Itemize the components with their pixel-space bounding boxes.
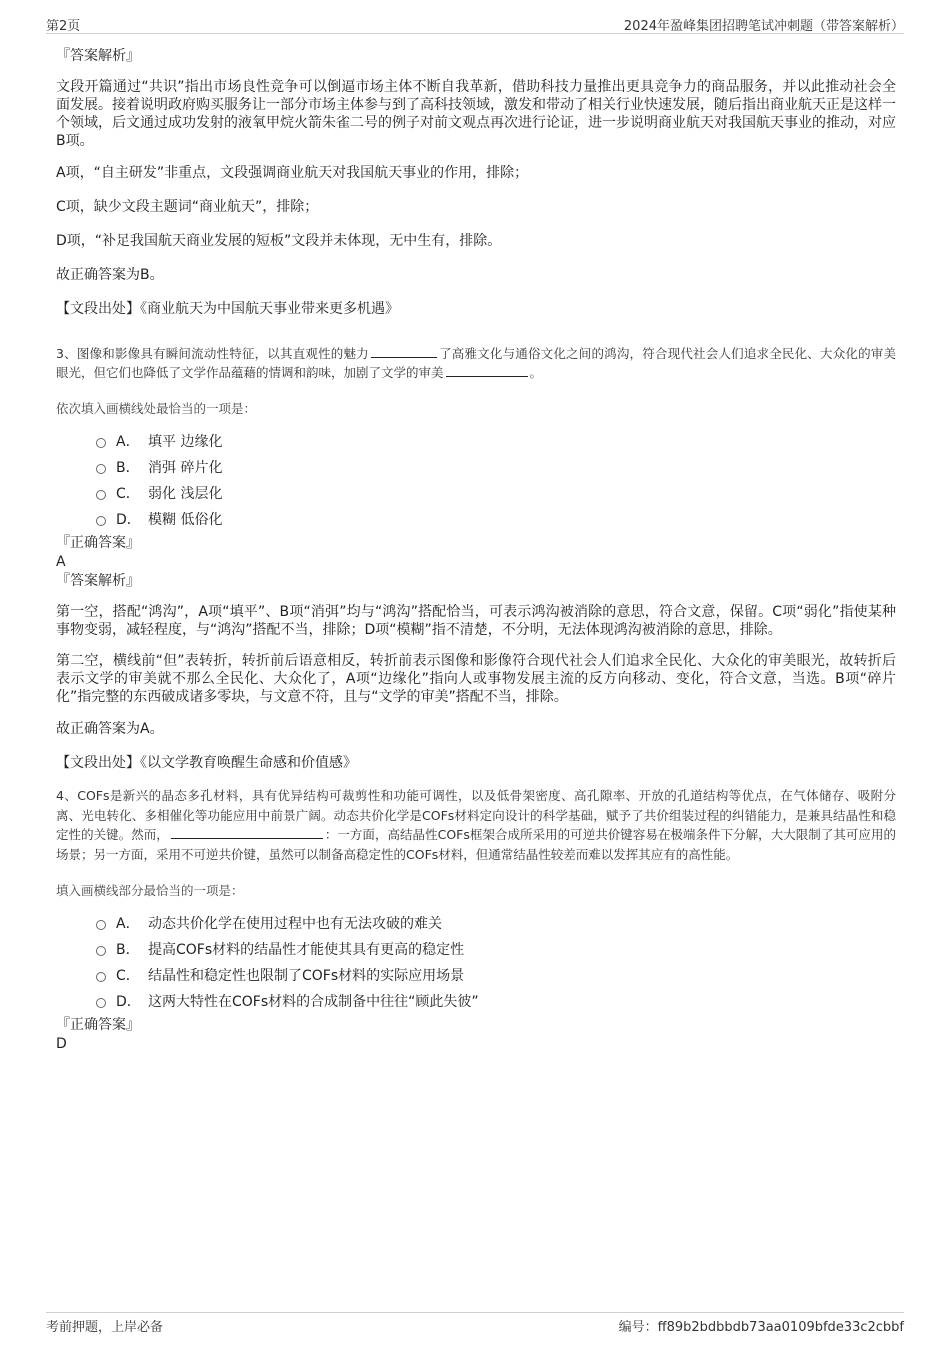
option-a[interactable]: A． 填平 边缘化: [96, 429, 896, 455]
document-title: 2024年盈峰集团招聘笔试冲刺题（带答案解析）: [623, 19, 904, 34]
source-citation: 【文段出处】《商业航天为中国航天事业带来更多机遇》: [56, 301, 399, 317]
option-b[interactable]: B． 提高COFs材料的结晶性才能使其具有更高的稳定性: [96, 937, 896, 963]
page-number: 第2页: [46, 19, 81, 34]
option-c[interactable]: C． 结晶性和稳定性也限制了COFs材料的实际应用场景: [96, 963, 896, 989]
q2-analysis-section: [56, 46, 896, 318]
correct-answer: D: [56, 1036, 67, 1052]
analysis-paragraph: 故正确答案为A。: [56, 721, 164, 737]
option-d[interactable]: D． 模糊 低俗化: [96, 507, 896, 533]
analysis-paragraph: 第一空，搭配“鸿沟”，A项“填平”、B项“消弭”均与“鸿沟”搭配恰当，可表示鸿沟被消除的意思，符合文意，保留。C项“弱化”指使某种事物变弱，减轻程度，与“鸿沟”搭配不当，排除；D项“模糊”指不清楚，不分明，无法体现鸿沟被消除的意思，排除。: [56, 604, 896, 638]
analysis-paragraph: 第二空，横线前“但”表转折，转折前后语意相反，转折前表示图像和影像符合现代社会人们追求全民化、大众化的审美眼光，故转折后表示文学的审美就不那么全民化、大众化了，A项“边缘化”指向人或事物发展主流的反方向移动、变化，符合文意，当选。B项“碎片化”指完整的东西破成诸多零块，与文意不符，且与“文学的审美”搭配不当，排除。: [56, 653, 896, 705]
footer-slogan: 考前押题，上岸必备: [46, 1320, 164, 1335]
question-text: 3、图像和影像具有瞬间流动性特征，以其直观性的魅力 了高雅文化与通俗文化之间的鸿沟，符合现代社会人们追求全民化、大众化的审美眼光，但它们也降低了文学作品蕴藉的情调和韵味，加剧了文学的审美 。: [56, 346, 896, 380]
question-instruction: 填入画横线部分最恰当的一项是：: [56, 883, 244, 898]
options-list: [96, 911, 896, 1015]
option-a[interactable]: A． 动态共价化学在使用过程中也有无法攻破的难关: [96, 911, 896, 937]
question-3: [56, 344, 896, 772]
radio-icon[interactable]: [96, 972, 106, 982]
fill-blank: [371, 344, 437, 358]
question-text: 4、COFs是新兴的晶态多孔材料，具有优异结构可裁剪性和功能可调性，以及低骨架密度、高孔隙率、开放的孔道结构等优点，在气体储存、吸附分离、光电转化、多相催化等功能应用中前景广阔。动态共价化学是COFs材料定向设计的科学基础，赋予了共价组装过程的纠错能力，是兼具结晶性和稳定性的关键。然而， ：一方面，高结晶性COFs框架合成所采用的可逆共价键容易在极端条件下分解，大大限制了其可应用的场景；另一方面，采用不可逆共价键，虽然可以制备高稳定性的COFs材料，但通常结晶性较差而难以发挥其应有的高性能。: [56, 788, 896, 862]
option-b[interactable]: B． 消弭 碎片化: [96, 455, 896, 481]
fill-blank: [446, 363, 528, 377]
fill-blank: [171, 825, 323, 839]
radio-icon[interactable]: [96, 490, 106, 500]
analysis-paragraph: D项，“补足我国航天商业发展的短板”文段并未体现，无中生有，排除。: [56, 233, 502, 249]
option-c[interactable]: C． 弱化 浅层化: [96, 481, 896, 507]
radio-icon[interactable]: [96, 946, 106, 956]
page-header: [46, 14, 904, 34]
source-citation: 【文段出处】《以文学教育唤醒生命感和价值感》: [56, 755, 357, 771]
analysis-paragraph: A项，“自主研发”非重点，文段强调商业航天对我国航天事业的作用，排除；: [56, 165, 529, 181]
radio-icon[interactable]: [96, 516, 106, 526]
options-list: [96, 429, 896, 533]
answer-label: 『正确答案』: [56, 535, 140, 551]
page-footer: [46, 1312, 904, 1335]
question-instruction: 依次填入画横线处最恰当的一项是：: [56, 401, 257, 416]
analysis-paragraph: 故正确答案为B。: [56, 267, 164, 283]
analysis-paragraph: 文段开篇通过“共识”指出市场良性竞争可以倒逼市场主体不断自我革新，借助科技力量推出更具竞争力的商品服务，并以此推动社会全面发展。接着说明政府购买服务让一部分市场主体参与到了高科技领域，激发和带动了相关行业快速发展，随后指出商业航天正是这样一个领域，后文通过成功发射的液氧甲烷火箭朱雀二号的例子对前文观点再次进行论证，进一步说明商业航天对我国航天事业的推动，对应B项。: [56, 79, 896, 149]
analysis-label: 『答案解析』: [56, 573, 140, 589]
radio-icon[interactable]: [96, 438, 106, 448]
analysis-paragraph: C项，缺少文段主题词“商业航天”，排除；: [56, 199, 319, 215]
answer-label: 『正确答案』: [56, 1017, 140, 1033]
correct-answer: A: [56, 554, 66, 570]
question-4: [56, 786, 896, 1053]
radio-icon[interactable]: [96, 998, 106, 1008]
radio-icon[interactable]: [96, 464, 106, 474]
page-content: [56, 42, 896, 1053]
radio-icon[interactable]: [96, 920, 106, 930]
document-id: 编号：ff89b2bdbbdb73aa0109bfde33c2cbbf: [618, 1320, 904, 1335]
option-d[interactable]: D． 这两大特性在COFs材料的合成制备中往往“顾此失彼”: [96, 989, 896, 1015]
analysis-label: 『答案解析』: [56, 48, 140, 64]
